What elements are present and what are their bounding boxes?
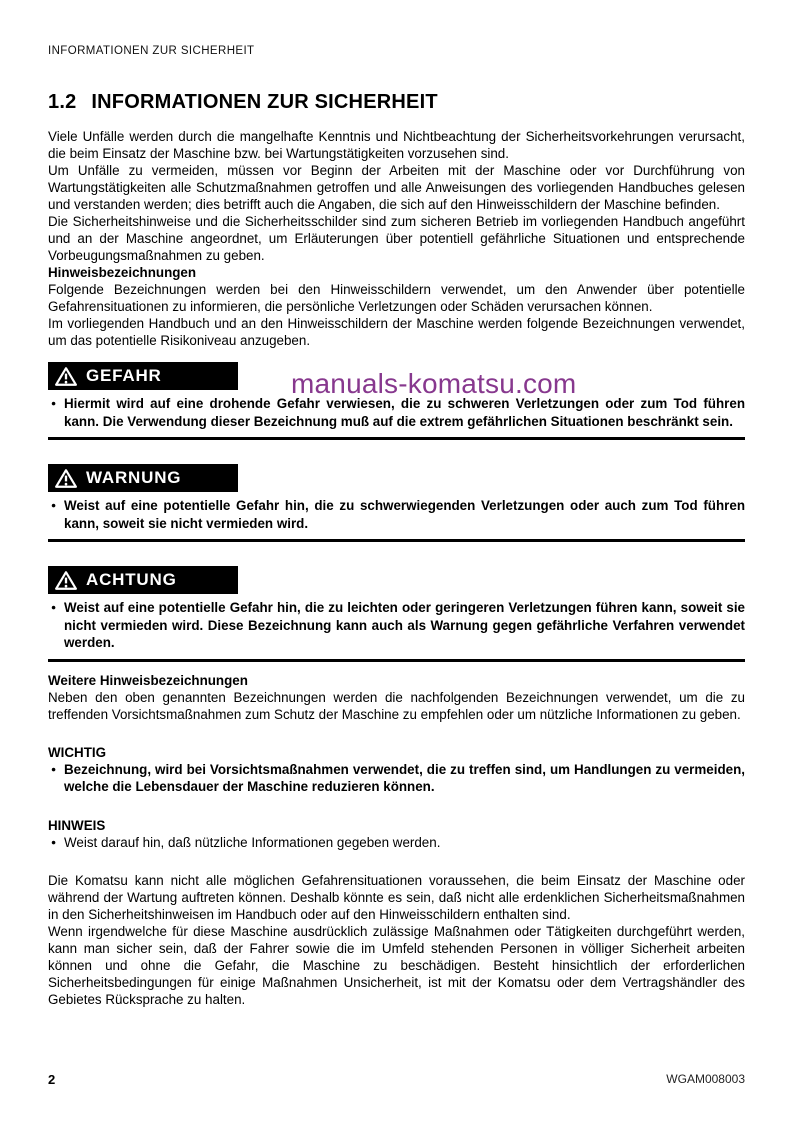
warning-sign-label: WARNUNG [86, 468, 182, 487]
danger-text [48, 395, 745, 430]
separator-rule [48, 659, 745, 662]
separator-rule [48, 437, 745, 440]
caution-text [48, 599, 745, 652]
separator-rule [48, 539, 745, 542]
paragraph: Weist darauf hin, daß nützliche Informationen gegeben werden. [64, 834, 441, 850]
paragraph: Weist auf eine potentielle Gefahr hin, die zu schwerwiegenden Verletzungen oder auch zum Tod führen kann, soweit sie nicht vermieden wird. [64, 498, 745, 531]
page-number: 2 [48, 1072, 56, 1087]
warning-sign [48, 464, 238, 492]
paragraph: Viele Unfälle werden durch die mangelhafte Kenntnis und Nichtbeachtung der Sicherheitsvorkehrungen verursacht, die beim Einsatz der Maschine bzw. bei Wartungstätigkeiten vorzusehen sind. [48, 129, 745, 161]
section-title-text: INFORMATIONEN ZUR SICHERHEIT [91, 91, 438, 113]
caution-sign-label: ACHTUNG [86, 570, 177, 589]
danger-sign-label: GEFAHR [86, 366, 162, 385]
paragraph: Die Sicherheitshinweise und die Sicherheitsschilder sind zum sicheren Betrieb im vorliegenden Handbuch angeführt und an der Maschine angeordnet, um Erläuterungen über potentiell gefährliche Situationen und entsprechende Vorbeugungsmaßnahmen zu geben. [48, 214, 745, 263]
running-header: INFORMATIONEN ZUR SICHERHEIT [48, 45, 255, 57]
paragraph: Folgende Bezeichnungen werden bei den Hinweisschildern verwendet, um den Anwender über potentielle Gefahrensituationen zu informieren, die persönliche Verletzungen oder Schäden verursachen können. [48, 282, 745, 314]
section-number: 1.2 [48, 91, 77, 113]
warning-triangle-icon [55, 367, 77, 386]
watermark: manuals-komatsu.com [291, 368, 577, 399]
more-paragraph [48, 689, 745, 723]
paragraph: Im vorliegenden Handbuch und an den Hinweisschildern der Maschine werden folgende Bezeichnungen verwendet, um das potentielle Risikoniveau anzugeben. [48, 316, 745, 348]
heading-hinweis: HINWEIS [48, 817, 106, 833]
warning-triangle-icon [55, 469, 77, 488]
heading-weitere-hinweisbezeichnungen: Weitere Hinweisbezeichnungen [48, 672, 248, 688]
warning-block [48, 464, 745, 542]
caution-block [48, 566, 745, 662]
danger-sign [48, 362, 238, 390]
intro-paragraphs [48, 128, 745, 264]
paragraph: Weist auf eine potentielle Gefahr hin, die zu leichten oder geringeren Verletzungen führen kann, soweit sie nicht vermieden wird. Diese Bezeichnung kann auch als Warnung gegen gefährliche Verfahren verwendet werden. [64, 600, 745, 650]
notice-paragraphs [48, 281, 745, 349]
hinweis-text [48, 834, 745, 851]
caution-sign [48, 566, 238, 594]
page-title [48, 91, 745, 114]
warning-triangle-icon [55, 571, 77, 590]
bullet-icon: ● [51, 836, 57, 847]
bullet-icon: ● [51, 500, 57, 510]
paragraph: Die Komatsu kann nicht alle möglichen Gefahrensituationen voraussehen, die beim Einsatz der Maschine oder während der Wartung auftreten können. Deshalb könnte es sein, daß nicht alle erdenklichen Sicherheitsmaßnahmen in den Sicherheitshinweisen im Handbuch oder auf den Hinweisschildern enthalten sind. [48, 872, 745, 922]
document-code: WGAM008003 [666, 1072, 745, 1086]
bullet-icon: ● [51, 398, 57, 408]
paragraph: Bezeichnung, wird bei Vorsichtsmaßnahmen verwendet, die zu treffen sind, um Handlungen zu vermeiden, welche die Lebensdauer der Maschine reduzieren können. [64, 761, 745, 794]
wichtig-text [48, 761, 745, 796]
heading-wichtig: WICHTIG [48, 744, 107, 760]
heading-hinweisbezeichnungen: Hinweisbezeichnungen [48, 265, 197, 280]
paragraph: Neben den oben genannten Bezeichnungen werden die nachfolgenden Bezeichnungen verwendet, um die zu treffenden Vorsichtsmaßnahmen zum Schutz der Maschine zu empfehlen oder um nützliche Informationen zu geben. [48, 689, 745, 722]
bullet-icon: ● [51, 763, 57, 774]
closing-paragraphs [48, 872, 745, 1008]
paragraph: Hiermit wird auf eine drohende Gefahr verwiesen, die zu schweren Verletzungen oder zum Tod führen kann. Die Verwendung dieser Bezeichnung muß auf die extrem gefährlichen Situationen beschränkt sein. [64, 396, 745, 429]
warning-text [48, 497, 745, 532]
paragraph: Wenn irgendwelche für diese Maschine ausdrücklich zulässige Maßnahmen oder Tätigkeiten durchgeführt werden, kann man sicher sein, daß der Fahrer sowie die im Umfeld stehenden Personen in völliger Sicherheit arbeiten können und ohne die Gefahr, die Maschine zu beschädigen. Besteht hinsichtlich der erforderlichen Sicherheitsbedingungen für einige Maßnahmen Unsicherheit, ist mit der Komatsu oder dem Vertragshändler des Gebietes Rücksprache zu halten. [48, 923, 745, 1007]
bullet-icon: ● [51, 602, 57, 612]
paragraph: Um Unfälle zu vermeiden, müssen vor Beginn der Arbeiten mit der Maschine oder vor Durchführung von Wartungstätigkeiten alle Schutzmaßnahmen getroffen und alle Anweisungen des vorliegenden Handbuches gelesen und verstanden werden; dies betrifft auch die Angaben, die sich auf den Hinweisschildern der Maschine befinden. [48, 163, 745, 212]
